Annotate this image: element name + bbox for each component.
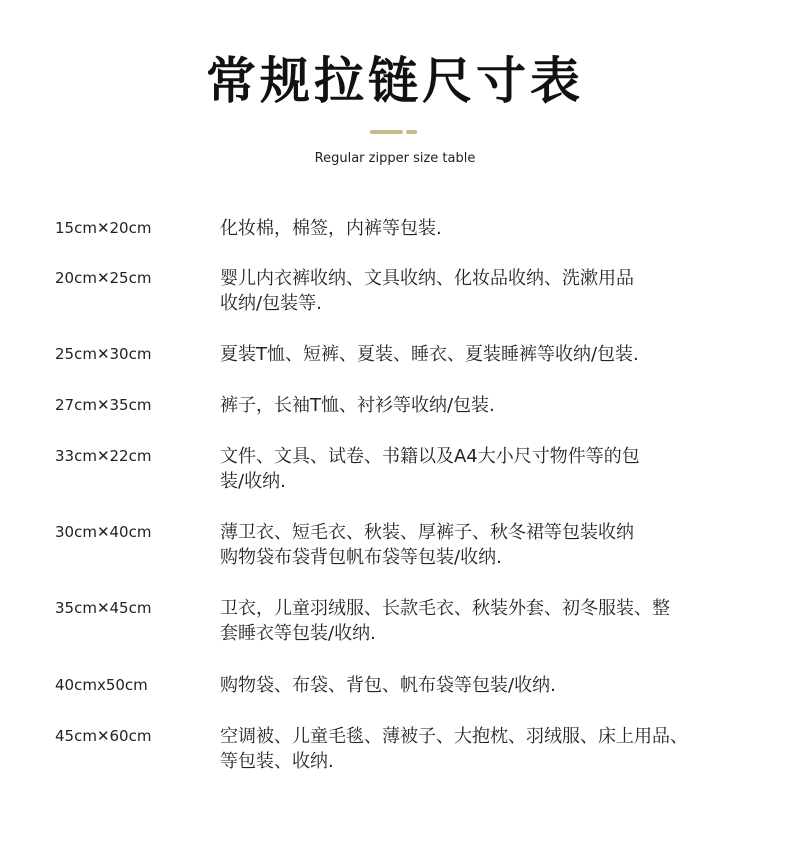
size-description <box>220 393 745 418</box>
description-line: 文件、文具、试卷、书籍以及A4大小尺寸物件等的包 <box>220 446 640 467</box>
description-line: 夏装T恤、短裤、夏装、睡衣、夏装睡裤等收纳/包装. <box>220 344 639 365</box>
description-line: 收纳/包装等. <box>220 293 322 314</box>
size-description <box>220 216 745 241</box>
size-label: 30cm✕40cm <box>55 523 152 541</box>
size-description <box>220 342 745 367</box>
description-line: 裤子，长袖T恤、衬衫等收纳/包装. <box>220 395 495 416</box>
size-label: 45cm✕60cm <box>55 727 152 745</box>
size-label: 40cmx50cm <box>55 676 148 694</box>
size-description <box>220 724 745 774</box>
description-line: 空调被、儿童毛毯、薄被子、大抱枕、羽绒服、床上用品、 <box>220 726 688 747</box>
description-line: 卫衣，儿童羽绒服、长款毛衣、秋装外套、初冬服装、整 <box>220 598 670 619</box>
page-title: 常规拉链尺寸表 <box>206 52 584 110</box>
size-label: 27cm✕35cm <box>55 396 152 414</box>
page-subtitle: Regular zipper size table <box>314 151 476 166</box>
size-description <box>220 596 745 646</box>
size-description <box>220 520 745 570</box>
description-line: 购物袋、布袋、背包、帆布袋等包装/收纳. <box>220 675 556 696</box>
size-label: 25cm✕30cm <box>55 345 152 363</box>
description-line: 薄卫衣、短毛衣、秋装、厚裤子、秋冬裙等包装收纳 <box>220 522 634 543</box>
description-line: 装/收纳. <box>220 471 286 492</box>
description-line: 等包装、收纳. <box>220 751 334 772</box>
description-line: 购物袋布袋背包帆布袋等包装/收纳. <box>220 547 502 568</box>
size-description <box>220 444 745 494</box>
size-label: 35cm✕45cm <box>55 599 152 617</box>
description-line: 婴儿内衣裤收纳、文具收纳、化妆品收纳、洗漱用品 <box>220 268 634 289</box>
description-line: 套睡衣等包装/收纳. <box>220 623 376 644</box>
size-description <box>220 266 745 316</box>
size-label: 15cm✕20cm <box>55 219 152 237</box>
size-description <box>220 673 745 698</box>
size-label: 33cm✕22cm <box>55 447 152 465</box>
description-line: 化妆棉，棉签，内裤等包装. <box>220 218 442 239</box>
size-label: 20cm✕25cm <box>55 269 152 287</box>
